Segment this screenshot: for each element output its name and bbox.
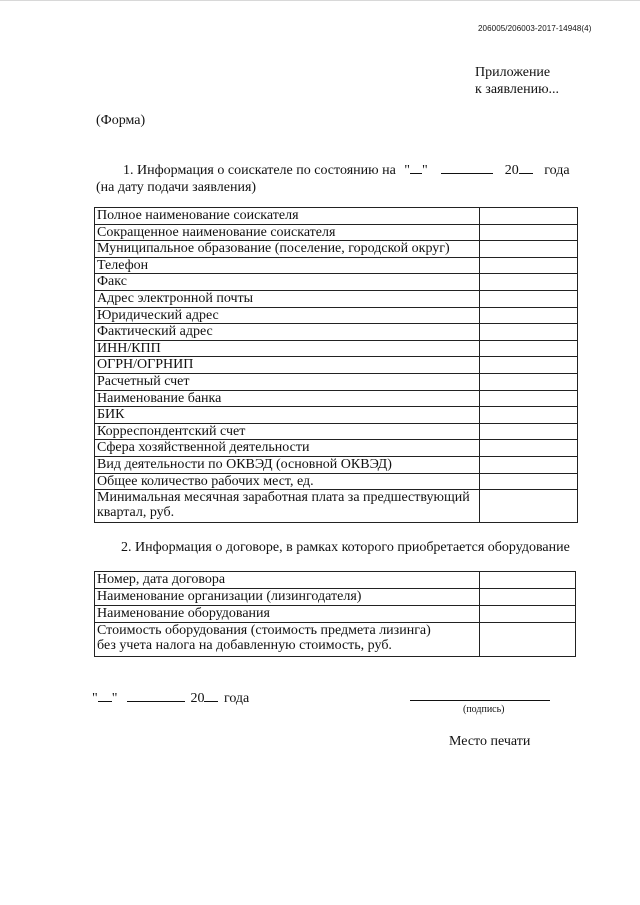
year-word: года [544, 163, 570, 178]
contract-info-row-value-cell[interactable] [480, 572, 576, 589]
applicant-info-row-label: Фактический адрес [95, 324, 480, 341]
contract-info-row-label: Наименование организации (лизингодателя) [95, 589, 480, 606]
applicant-info-row [95, 224, 578, 241]
section2-heading: 2. Информация о договоре, в рамках которого приобретается оборудование [121, 540, 570, 555]
applicant-info-row [95, 340, 578, 357]
applicant-info-row-label [95, 490, 480, 523]
signing-date [92, 688, 249, 707]
applicant-info-row [95, 324, 578, 341]
applicant-info-row-value-cell[interactable] [480, 407, 578, 424]
applicant-info-row-value-cell[interactable] [480, 290, 578, 307]
contract-info-row-label-line1: Стоимость оборудования (стоимость предмета лизинга) [97, 623, 431, 638]
contract-info-row [95, 606, 576, 623]
applicant-info-table [94, 207, 578, 523]
applicant-info-row-label: Адрес электронной почты [95, 290, 480, 307]
applicant-info-row-label: ИНН/КПП [95, 340, 480, 357]
applicant-info-row [95, 208, 578, 225]
applicant-info-row-value-cell[interactable] [480, 390, 578, 407]
contract-info-row [95, 623, 576, 657]
signature-label: (подпись) [463, 704, 505, 715]
contract-info-row-value-cell[interactable] [480, 589, 576, 606]
footer-quote-open: " [92, 691, 98, 706]
applicant-info-row-label-line2: квартал, руб. [97, 505, 175, 521]
applicant-info-row-label: Сфера хозяйственной деятельности [95, 440, 480, 457]
appendix-line1: Приложение [475, 65, 551, 80]
applicant-info-row-value-cell[interactable] [480, 274, 578, 291]
signature-line [410, 700, 550, 701]
footer-quote-close: " [111, 691, 118, 706]
applicant-info-row-label: БИК [95, 407, 480, 424]
footer-year-blank [204, 688, 218, 702]
applicant-info-row-label: Сокращенное наименование соискателя [95, 224, 480, 241]
applicant-info-row-label: Наименование банка [95, 390, 480, 407]
applicant-info-row [95, 440, 578, 457]
applicant-info-row [95, 373, 578, 390]
applicant-info-row-label: ОГРН/ОГРНИП [95, 357, 480, 374]
applicant-info-row-label: Телефон [95, 257, 480, 274]
applicant-info-row-label: Муниципальное образование (поселение, городской округ) [95, 241, 480, 258]
contract-info-row-value-cell[interactable] [480, 606, 576, 623]
applicant-info-row-label: Расчетный счет [95, 373, 480, 390]
appendix-line2: к заявлению... [475, 82, 560, 97]
applicant-info-row-value-cell[interactable] [480, 440, 578, 457]
contract-info-row-label: Номер, дата договора [95, 572, 480, 589]
applicant-info-row-label-line1: Минимальная месячная заработная плата за предшествующий [97, 490, 470, 506]
applicant-info-row [95, 357, 578, 374]
footer-year-word: года [223, 691, 250, 706]
applicant-info-row-label: Полное наименование соискателя [95, 208, 480, 225]
applicant-info-row-value-cell[interactable] [480, 257, 578, 274]
section1-heading-line1 [96, 160, 582, 179]
date-quote-close: " [422, 163, 428, 178]
day-blank [410, 160, 422, 174]
applicant-info-row-value-cell[interactable] [480, 324, 578, 341]
form-label: (Форма) [96, 113, 146, 128]
applicant-info-row-label: Общее количество рабочих мест, ед. [95, 473, 480, 490]
footer-month-blank [127, 688, 185, 702]
applicant-info-row-label: Корреспондентский счет [95, 423, 480, 440]
applicant-info-row [95, 423, 578, 440]
contract-info-row-value-cell[interactable] [480, 623, 576, 657]
date-quote-open: " [404, 163, 410, 178]
contract-info-row [95, 589, 576, 606]
applicant-info-row-value-cell[interactable] [480, 423, 578, 440]
applicant-info-row-label: Юридический адрес [95, 307, 480, 324]
applicant-info-row [95, 290, 578, 307]
footer-day-blank [98, 688, 112, 702]
contract-info-row-label-line2: без учета налога на добавленную стоимость, руб. [97, 638, 392, 653]
month-blank [441, 160, 493, 174]
applicant-info-row-value-cell[interactable] [480, 473, 578, 490]
top-border [0, 0, 640, 1]
applicant-info-row [95, 456, 578, 473]
applicant-info-row [95, 390, 578, 407]
applicant-info-row [95, 473, 578, 490]
applicant-info-row-value-cell[interactable] [480, 224, 578, 241]
section1-heading [96, 160, 582, 196]
section1-intro: 1. Информация о соискателе по состоянию на [123, 163, 396, 178]
contract-info-row [95, 572, 576, 589]
contract-info-row-label: Наименование оборудования [95, 606, 480, 623]
applicant-info-row-value-cell[interactable] [480, 456, 578, 473]
document-number: 206005/206003-2017-14948(4) [478, 24, 592, 33]
footer-year-prefix: 20 [190, 691, 205, 706]
year-prefix: 20 [504, 163, 519, 178]
applicant-info-row-value-cell[interactable] [480, 373, 578, 390]
applicant-info-row-value-cell[interactable] [480, 307, 578, 324]
section1-heading-line2: (на дату подачи заявления) [96, 180, 257, 195]
applicant-info-row-value-cell[interactable] [480, 208, 578, 225]
applicant-info-row [95, 257, 578, 274]
applicant-info-row [95, 407, 578, 424]
applicant-info-row-value-cell[interactable] [480, 357, 578, 374]
year-blank [519, 160, 533, 174]
applicant-info-row [95, 490, 578, 523]
stamp-label: Место печати [449, 734, 531, 749]
applicant-info-row-value-cell[interactable] [480, 490, 578, 523]
applicant-info-row [95, 274, 578, 291]
appendix-header [475, 64, 559, 98]
contract-info-row-label [95, 623, 480, 657]
applicant-info-row-value-cell[interactable] [480, 241, 578, 258]
applicant-info-row-label: Вид деятельности по ОКВЭД (основной ОКВЭД) [95, 456, 480, 473]
applicant-info-row-label: Факс [95, 274, 480, 291]
applicant-info-row-value-cell[interactable] [480, 340, 578, 357]
applicant-info-row [95, 307, 578, 324]
applicant-info-row [95, 241, 578, 258]
contract-info-table [94, 571, 576, 657]
